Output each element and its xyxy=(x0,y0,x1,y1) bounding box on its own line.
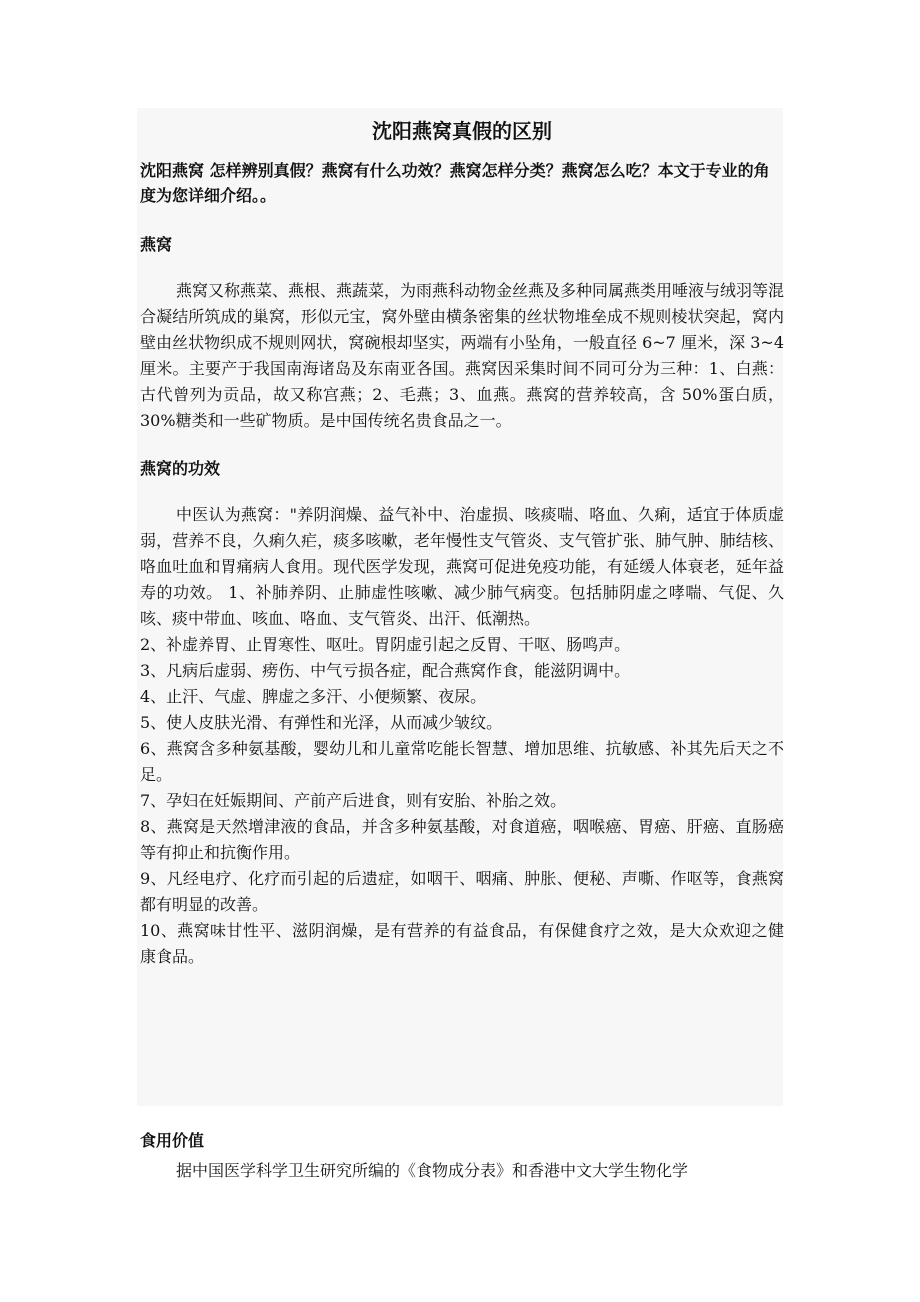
efficacy-list xyxy=(140,632,784,970)
list-item: 6、燕窝含多种氨基酸，婴幼儿和儿童常吃能长智慧、增加思维、抗敏感、补其先后天之不足。 xyxy=(140,739,784,784)
list-item: 9、凡经电疗、化疗而引起的后遗症，如咽干、咽痛、肿胀、便秘、声嘶、作呕等，食燕窝都有明显的改善。 xyxy=(140,869,784,914)
section-paragraph-yanwo: 燕窝又称燕菜、燕根、燕蔬菜，为雨燕科动物金丝燕及多种同属燕类用唾液与绒羽等混合凝结所筑成的巢窝，形似元宝，窝外壁由横条密集的丝状物堆垒成不规则棱状突起，窝内壁由丝状物织成不规则网状，窝碗根却坚实，两端有小坠角，一般直径 6~7 厘米，深 3~4 厘米。主要产于我国南海诸岛及东南亚各国。燕窝因采集时间不同可分为三种：1、白燕：古代曾列为贡品，故又称宫燕；2、毛燕；3、血燕。燕窝的营养较高，含 50%蛋白质，30%糖类和一些矿物质。是中国传统名贵食品之一。 xyxy=(140,281,785,430)
page-title: 沈阳燕窝真假的区别 xyxy=(372,119,552,143)
section-nutrition xyxy=(140,1128,784,1184)
section-heading-yanwo: 燕窝 xyxy=(140,235,173,254)
section-paragraph-efficacy: 中医认为燕窝："养阴润燥、益气补中、治虚损、咳痰喘、咯血、久痢，适宜于体质虚弱，营养不良，久痢久疟，痰多咳嗽，老年慢性支气管炎、支气管扩张、肺气肿、肺结核、咯血吐血和胃痛病人食用。现代医学发现，燕窝可促进免疫功能，有延缓人体衰老，延年益寿的功效。 1、补肺养阴、止肺虚性咳嗽、减少肺气病变。包括肺阴虚之哮喘、气促、久咳、痰中带血、咳血、咯血、支气管炎、出汗、低潮热。 xyxy=(140,505,784,628)
list-item: 7、孕妇在妊娠期间、产前产后进食，则有安胎、补胎之效。 xyxy=(140,791,567,810)
section-paragraph-nutrition: 据中国医学科学卫生研究所编的《食物成分表》和香港中文大学生物化学 xyxy=(176,1161,689,1180)
list-item: 2、补虚养胃、止胃寒性、呕吐。胃阴虚引起之反胃、干呕、肠鸣声。 xyxy=(140,635,631,654)
list-item: 10、燕窝味甘性平、滋阴润燥，是有营养的有益食品，有保健食疗之效，是大众欢迎之健康食品。 xyxy=(140,921,784,966)
section-heading-efficacy: 燕窝的功效 xyxy=(140,459,221,478)
intro-paragraph: 沈阳燕窝 怎样辨别真假？燕窝有什么功效？燕窝怎样分类？燕窝怎么吃？本文于专业的角度为您详细介绍。。 xyxy=(140,161,770,205)
section-heading-nutrition: 食用价值 xyxy=(140,1131,205,1150)
list-item: 5、使人皮肤光滑、有弹性和光泽，从而减少皱纹。 xyxy=(140,713,503,732)
document-body xyxy=(140,116,784,992)
list-item: 4、止汗、气虚、脾虚之多汗、小便频繁、夜尿。 xyxy=(140,687,487,706)
list-item: 3、凡病后虚弱、痨伤、中气亏损各症，配合燕窝作食，能滋阴调中。 xyxy=(140,661,631,680)
list-item: 8、燕窝是天然增津液的食品，并含多种氨基酸，对食道癌，咽喉癌、胃癌、肝癌、直肠癌等有抑止和抗衡作用。 xyxy=(140,817,784,862)
